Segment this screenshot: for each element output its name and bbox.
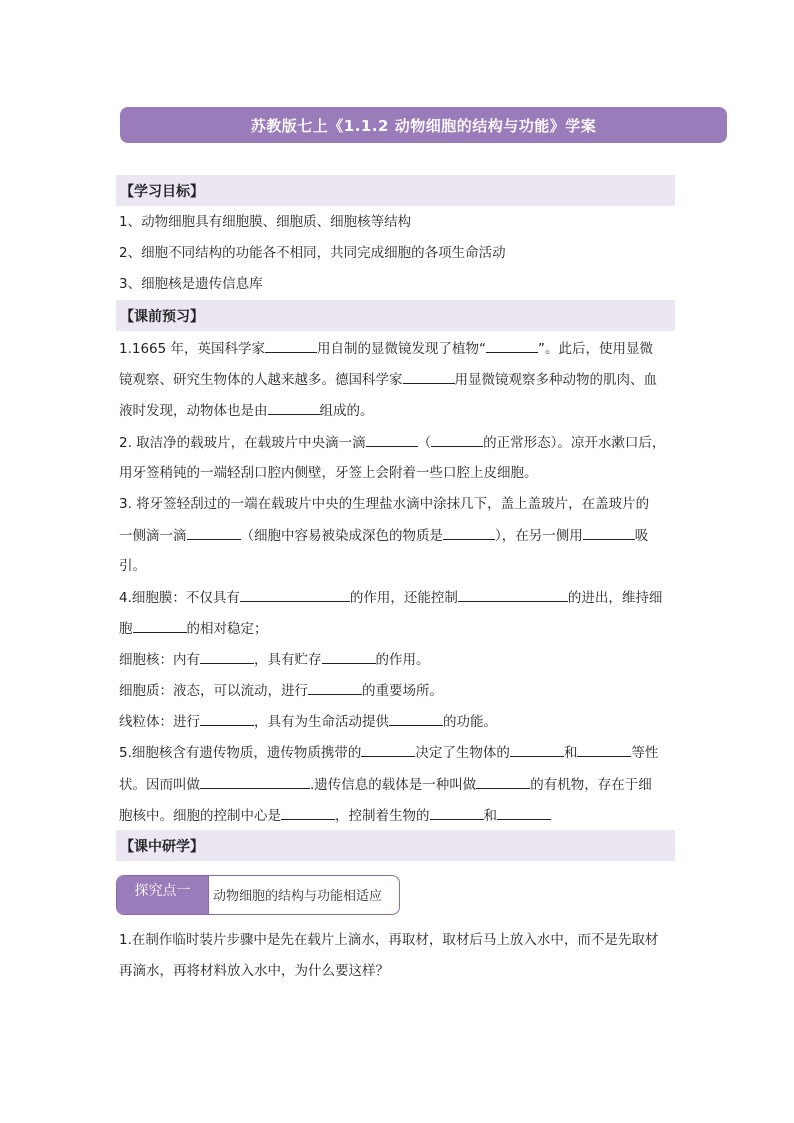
explore-q1-line1: 1.在制作临时装片步骤中是先在载片上滴水，再取材，取材后马上放入水中，而不是先取材	[119, 932, 659, 948]
fill-blank[interactable]	[308, 680, 362, 695]
fill-blank[interactable]	[200, 711, 254, 726]
text: 等性	[631, 745, 659, 761]
preview-q4-line2	[119, 618, 679, 639]
text: 组成的。	[319, 403, 374, 419]
fill-blank[interactable]	[583, 525, 635, 540]
text: 的有机物，存在于细	[530, 777, 652, 793]
text: 吸	[634, 528, 649, 544]
text: 的正常形态）。凉开水漱口后，	[483, 435, 666, 451]
fill-blank[interactable]	[366, 432, 418, 447]
preview-q4-nucleus	[119, 649, 679, 670]
goal-item: 2、细胞不同结构的功能各不相同，共同完成细胞的各项生命活动	[119, 245, 506, 261]
fill-blank[interactable]	[486, 338, 538, 353]
preview-q5-line3	[119, 805, 679, 826]
text: 2. 取洁净的载玻片，在载玻片中央滴一滴	[119, 435, 366, 451]
preview-q4-line1	[119, 587, 679, 608]
text: 细胞核：内有	[119, 652, 200, 668]
fill-blank[interactable]	[361, 742, 415, 757]
text: 用自制的显微镜发现了植物“	[317, 341, 487, 357]
fill-blank[interactable]	[281, 805, 335, 820]
fill-blank[interactable]	[200, 774, 310, 789]
preview-q1-line2	[119, 369, 679, 390]
preview-q2-line2: 用牙签稍钝的一端轻刮口腔内侧壁，牙签上会附着一些口腔上皮细胞。	[119, 465, 538, 481]
text: .遗传信息的载体是一种叫做	[310, 777, 477, 793]
explore-topic: 动物细胞的结构与功能相适应	[213, 889, 383, 904]
goal-item: 1、动物细胞具有细胞膜、细胞质、细胞核等结构	[119, 214, 412, 230]
text: 和	[483, 808, 497, 824]
preview-q3-line3: 引。	[119, 558, 146, 574]
fill-blank[interactable]	[265, 338, 317, 353]
preview-q4-cytoplasm	[119, 680, 679, 701]
fill-blank[interactable]	[430, 805, 484, 820]
text: ，具有贮存	[254, 652, 322, 668]
text: 和	[563, 745, 578, 761]
fill-blank[interactable]	[389, 711, 443, 726]
preview-q4-mitochondria	[119, 711, 679, 732]
text: 的进出，维持细	[567, 590, 663, 606]
preview-q5-line2	[119, 774, 679, 795]
text: 线粒体：进行	[119, 714, 200, 730]
fill-blank[interactable]	[187, 525, 241, 540]
fill-blank[interactable]	[577, 742, 631, 757]
text: ”。此后，使用显微	[538, 341, 654, 357]
text: 液时发现，动物体也是由	[119, 403, 268, 419]
fill-blank[interactable]	[403, 369, 455, 384]
text: 镜观察、研究生物体的人越来越多。德国科学家	[119, 372, 403, 388]
text: 4.细胞膜：不仅具有	[119, 590, 240, 606]
fill-blank[interactable]	[133, 618, 187, 633]
explore-q1-line2: 再滴水，再将材料放入水中，为什么要这样？	[119, 963, 389, 979]
preview-q1-line1	[119, 338, 679, 359]
fill-blank[interactable]	[458, 587, 568, 602]
text: 一侧滴一滴	[119, 528, 187, 544]
fill-blank[interactable]	[268, 400, 320, 415]
explore-tag	[116, 875, 400, 915]
text: ），在另一侧用	[495, 528, 583, 544]
fill-blank[interactable]	[200, 649, 254, 664]
text: 5.细胞核含有遗传物质，遗传物质携带的	[119, 745, 362, 761]
fill-blank[interactable]	[431, 432, 483, 447]
text: 的作用，还能控制	[349, 590, 458, 606]
text: 的功能。	[443, 714, 497, 730]
text: 胞	[119, 621, 133, 637]
section-header-study: 【课中研学】	[116, 830, 675, 861]
text: （细胞中容易被染成深色的物质是	[240, 528, 443, 544]
preview-q2-line1	[119, 432, 679, 453]
section-header-goals: 【学习目标】	[116, 175, 675, 206]
text: 状。因而叫做	[119, 777, 200, 793]
goal-item: 3、细胞核是遗传信息库	[119, 276, 263, 292]
text: 的相对稳定；	[186, 621, 268, 637]
text: ，具有为生命活动提供	[254, 714, 389, 730]
section-header-preview: 【课前预习】	[116, 300, 675, 331]
fill-blank[interactable]	[240, 587, 350, 602]
fill-blank[interactable]	[497, 805, 551, 820]
fill-blank[interactable]	[510, 742, 564, 757]
text: 胞核中。细胞的控制中心是	[119, 808, 281, 824]
fill-blank[interactable]	[443, 525, 495, 540]
preview-q1-line3	[119, 400, 679, 421]
text: 1.1665 年，英国科学家	[119, 341, 266, 357]
text: 的作用。	[375, 652, 430, 668]
preview-q5-line1	[119, 742, 679, 763]
fill-blank[interactable]	[476, 774, 530, 789]
text: （	[417, 435, 432, 451]
preview-q3-line1: 3. 将牙签轻刮过的一端在载玻片中央的生理盐水滴中涂抹几下，盖上盖玻片，在盖玻片的	[119, 496, 650, 512]
text: 决定了生物体的	[415, 745, 510, 761]
fill-blank[interactable]	[322, 649, 376, 664]
explore-tag-label: 探究点一	[117, 876, 209, 914]
page-title: 苏教版七上《1.1.2 动物细胞的结构与功能》学案	[120, 107, 727, 143]
text: 的重要场所。	[362, 683, 443, 699]
text: ，控制着生物的	[335, 808, 430, 824]
text: 用显微镜观察多种动物的肌肉、血	[454, 372, 657, 388]
preview-q3-line2	[119, 525, 679, 546]
text: 细胞质：液态，可以流动，进行	[119, 683, 308, 699]
